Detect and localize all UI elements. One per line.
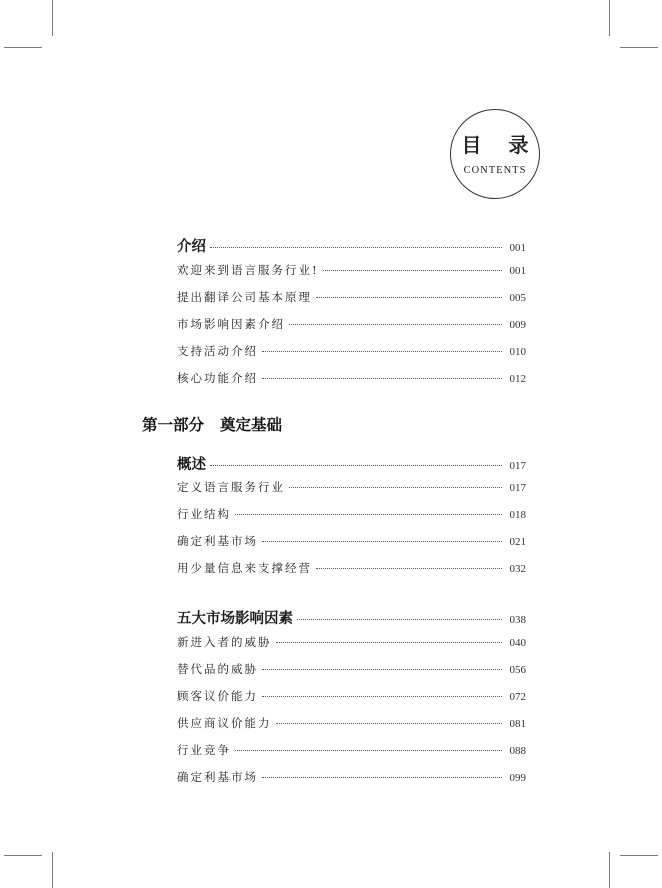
dot-leader <box>262 541 502 542</box>
toc-page-number: 001 <box>509 242 526 254</box>
toc-entry-label: 提出翻译公司基本原理 <box>177 290 312 304</box>
toc-entry-label: 确定利基市场 <box>177 770 258 784</box>
toc-entry[interactable] <box>177 742 526 762</box>
crop-mark-bottom-left-horizontal <box>4 855 42 856</box>
contents-emblem <box>450 109 540 199</box>
toc-heading[interactable] <box>177 453 526 473</box>
toc-entry[interactable] <box>177 533 526 553</box>
toc-page-number: 081 <box>509 718 526 730</box>
dot-leader <box>262 378 502 379</box>
dot-leader <box>297 619 502 620</box>
toc-entry-label: 核心功能介绍 <box>177 371 258 385</box>
dot-leader <box>316 568 502 569</box>
crop-mark-bottom-right-vertical <box>609 852 610 888</box>
toc-entry-label: 供应商议价能力 <box>177 716 272 730</box>
dot-leader <box>262 696 502 697</box>
part-heading[interactable] <box>142 413 282 435</box>
toc-entry-label: 确定利基市场 <box>177 534 258 548</box>
toc-entry-label: 定义语言服务行业 <box>177 480 285 494</box>
dot-leader <box>276 642 503 643</box>
toc-heading-label: 五大市场影响因素 <box>177 610 293 627</box>
toc-page-number: 018 <box>509 509 526 521</box>
dot-leader <box>289 324 502 325</box>
toc-page-number: 040 <box>509 637 526 649</box>
toc-entry-label: 顾客议价能力 <box>177 689 258 703</box>
part-title: 奠定基础 <box>220 415 283 434</box>
toc-entry[interactable] <box>177 661 526 681</box>
toc-entry[interactable] <box>177 560 526 580</box>
crop-mark-top-left-vertical <box>52 0 53 36</box>
dot-leader <box>276 723 503 724</box>
toc-heading[interactable] <box>177 607 526 627</box>
toc-entry[interactable] <box>177 343 526 363</box>
toc-entry[interactable] <box>177 316 526 336</box>
toc-page-number: 005 <box>509 292 526 304</box>
dot-leader <box>262 777 502 778</box>
toc-heading-label: 介绍 <box>177 238 206 255</box>
toc-entry-label: 替代品的威胁 <box>177 662 258 676</box>
toc-entry-label: 欢迎来到语言服务行业! <box>177 263 319 277</box>
toc-page-number: 072 <box>509 691 526 703</box>
toc-page-number: 010 <box>509 346 526 358</box>
crop-mark-top-right-vertical <box>609 0 610 36</box>
toc-entry[interactable] <box>177 289 526 309</box>
emblem-subtitle: CONTENTS <box>463 165 527 176</box>
toc-page-number: 017 <box>509 460 526 472</box>
emblem-title: 目 录 <box>461 133 539 157</box>
dot-leader <box>316 297 502 298</box>
dot-leader <box>262 669 502 670</box>
toc-entry[interactable] <box>177 262 526 282</box>
dot-leader <box>210 465 502 466</box>
toc-page-number: 056 <box>509 664 526 676</box>
dot-leader <box>289 487 502 488</box>
toc-entry-label: 市场影响因素介绍 <box>177 317 285 331</box>
toc-page-number: 032 <box>509 563 526 575</box>
toc-heading-label: 概述 <box>177 456 206 473</box>
toc-entry[interactable] <box>177 715 526 735</box>
toc-page-number: 038 <box>509 614 526 626</box>
toc-page-number: 012 <box>509 373 526 385</box>
toc-page-number: 001 <box>509 265 526 277</box>
dot-leader <box>235 750 502 751</box>
crop-mark-top-right-horizontal <box>620 47 658 48</box>
part-number: 第一部分 <box>142 415 205 434</box>
dot-leader <box>323 270 502 271</box>
toc-entry[interactable] <box>177 370 526 390</box>
toc-entry[interactable] <box>177 506 526 526</box>
toc-entry[interactable] <box>177 479 526 499</box>
toc-entry[interactable] <box>177 769 526 789</box>
dot-leader <box>210 247 502 248</box>
crop-mark-bottom-right-horizontal <box>620 855 658 856</box>
toc-entry[interactable] <box>177 634 526 654</box>
crop-mark-bottom-left-vertical <box>52 852 53 888</box>
toc-entry[interactable] <box>177 688 526 708</box>
toc-page-number: 017 <box>509 482 526 494</box>
toc-heading[interactable] <box>177 235 526 255</box>
toc-page-number: 009 <box>509 319 526 331</box>
toc-entry-label: 新进入者的威胁 <box>177 635 272 649</box>
dot-leader <box>262 351 502 352</box>
dot-leader <box>235 514 502 515</box>
toc-page-number: 088 <box>509 745 526 757</box>
toc-entry-label: 行业竞争 <box>177 743 231 757</box>
toc-page-number: 021 <box>509 536 526 548</box>
toc-page-number: 099 <box>509 772 526 784</box>
crop-mark-top-left-horizontal <box>4 47 42 48</box>
toc-entry-label: 用少量信息来支撑经营 <box>177 561 312 575</box>
toc-entry-label: 行业结构 <box>177 507 231 521</box>
toc-entry-label: 支持活动介绍 <box>177 344 258 358</box>
